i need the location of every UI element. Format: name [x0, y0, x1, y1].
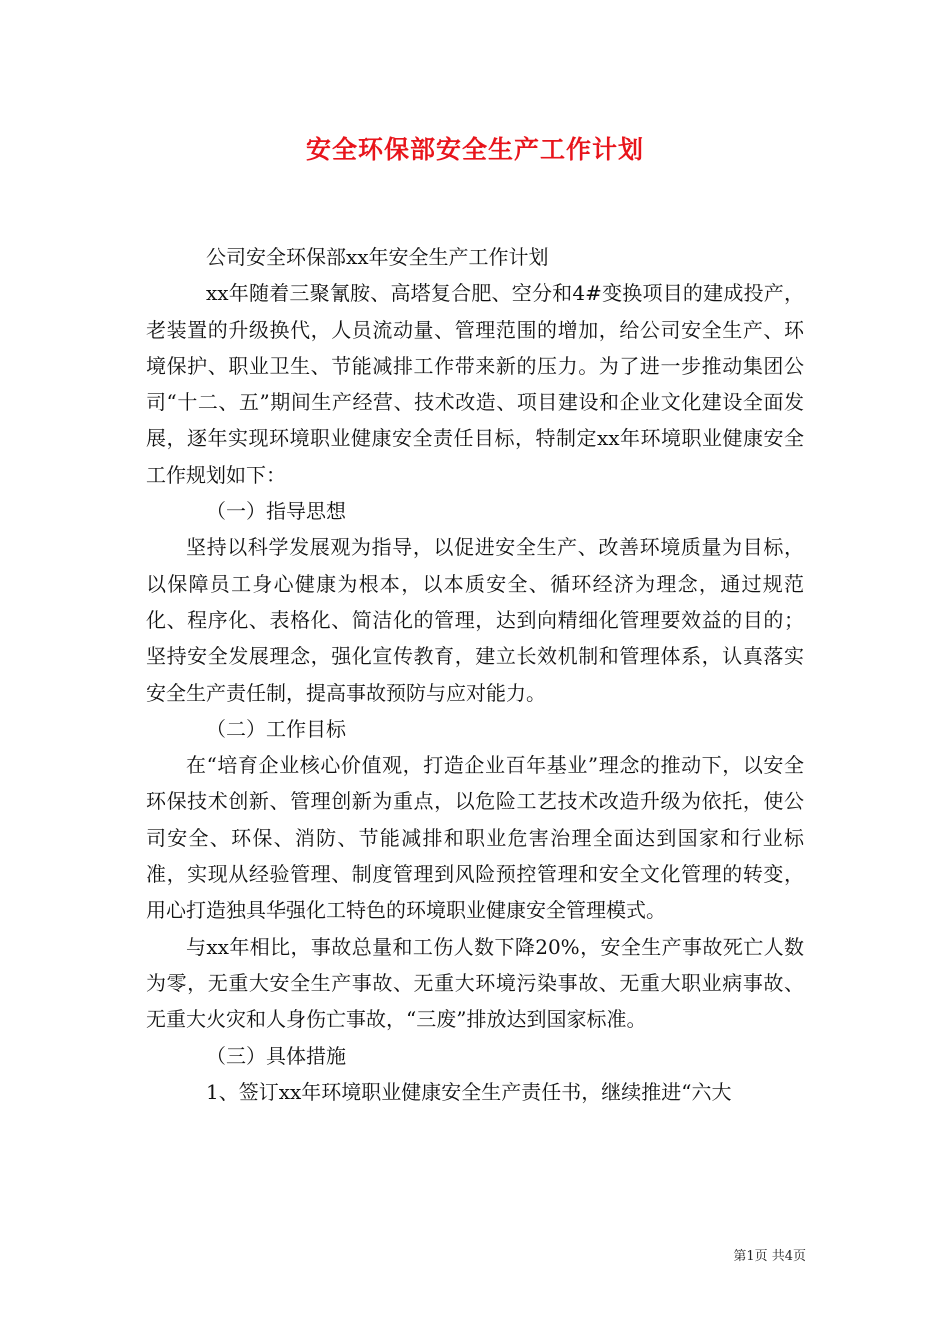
work-goals-targets-paragraph: 与xx年相比，事故总量和工伤人数下降20%，安全生产事故死亡人数为零，无重大安全生产事故、无重大环境污染事故、无重大职业病事故、无重大火灾和人身伤亡事故，“三废”排放达到国家标准。: [146, 934, 804, 1032]
document-body: [146, 239, 804, 1110]
section-heading-work-goals: （二）工作目标: [206, 716, 346, 741]
measure-item-1: 1、签订xx年环境职业健康安全生产责任书，继续推进“六大: [206, 1079, 732, 1104]
intro-paragraph: xx年随着三聚氰胺、高塔复合肥、空分和4#变换项目的建成投产，老装置的升级换代，人员流动量、管理范围的增加，给公司安全生产、环境保护、职业卫生、节能减排工作带来新的压力。为了进一步推动集团公司“十二、五”期间生产经营、技术改造、项目建设和企业文化建设全面发展，逐年实现环境职业健康安全责任目标，特制定xx年环境职业健康安全工作规划如下：: [146, 281, 804, 487]
page-number-footer: 第1页 共4页: [733, 1249, 806, 1264]
section-heading-guiding-ideology: （一）指导思想: [206, 499, 346, 524]
section-heading-specific-measures: （三）具体措施: [206, 1043, 346, 1068]
guiding-ideology-paragraph: 坚持以科学发展观为指导，以促进安全生产、改善环境质量为目标，以保障员工身心健康为根本，以本质安全、循环经济为理念，通过规范化、程序化、表格化、简洁化的管理，达到向精细化管理要效益的目的；坚持安全发展理念，强化宣传教育，建立长效机制和管理体系，认真落实安全生产责任制，提高事故预防与应对能力。: [146, 535, 804, 705]
subtitle-paragraph: 公司安全环保部xx年安全生产工作计划: [206, 245, 549, 269]
work-goals-paragraph: 在“培育企业核心价值观，打造企业百年基业”理念的推动下，以安全环保技术创新、管理创新为重点，以危险工艺技术改造升级为依托，使公司安全、环保、消防、节能减排和职业危害治理全面达到国家和行业标准，实现从经验管理、制度管理到风险预控管理和安全文化管理的转变，用心打造独具华强化工特色的环境职业健康安全管理模式。: [146, 753, 804, 923]
document-title: 安全环保部安全生产工作计划: [305, 135, 644, 164]
